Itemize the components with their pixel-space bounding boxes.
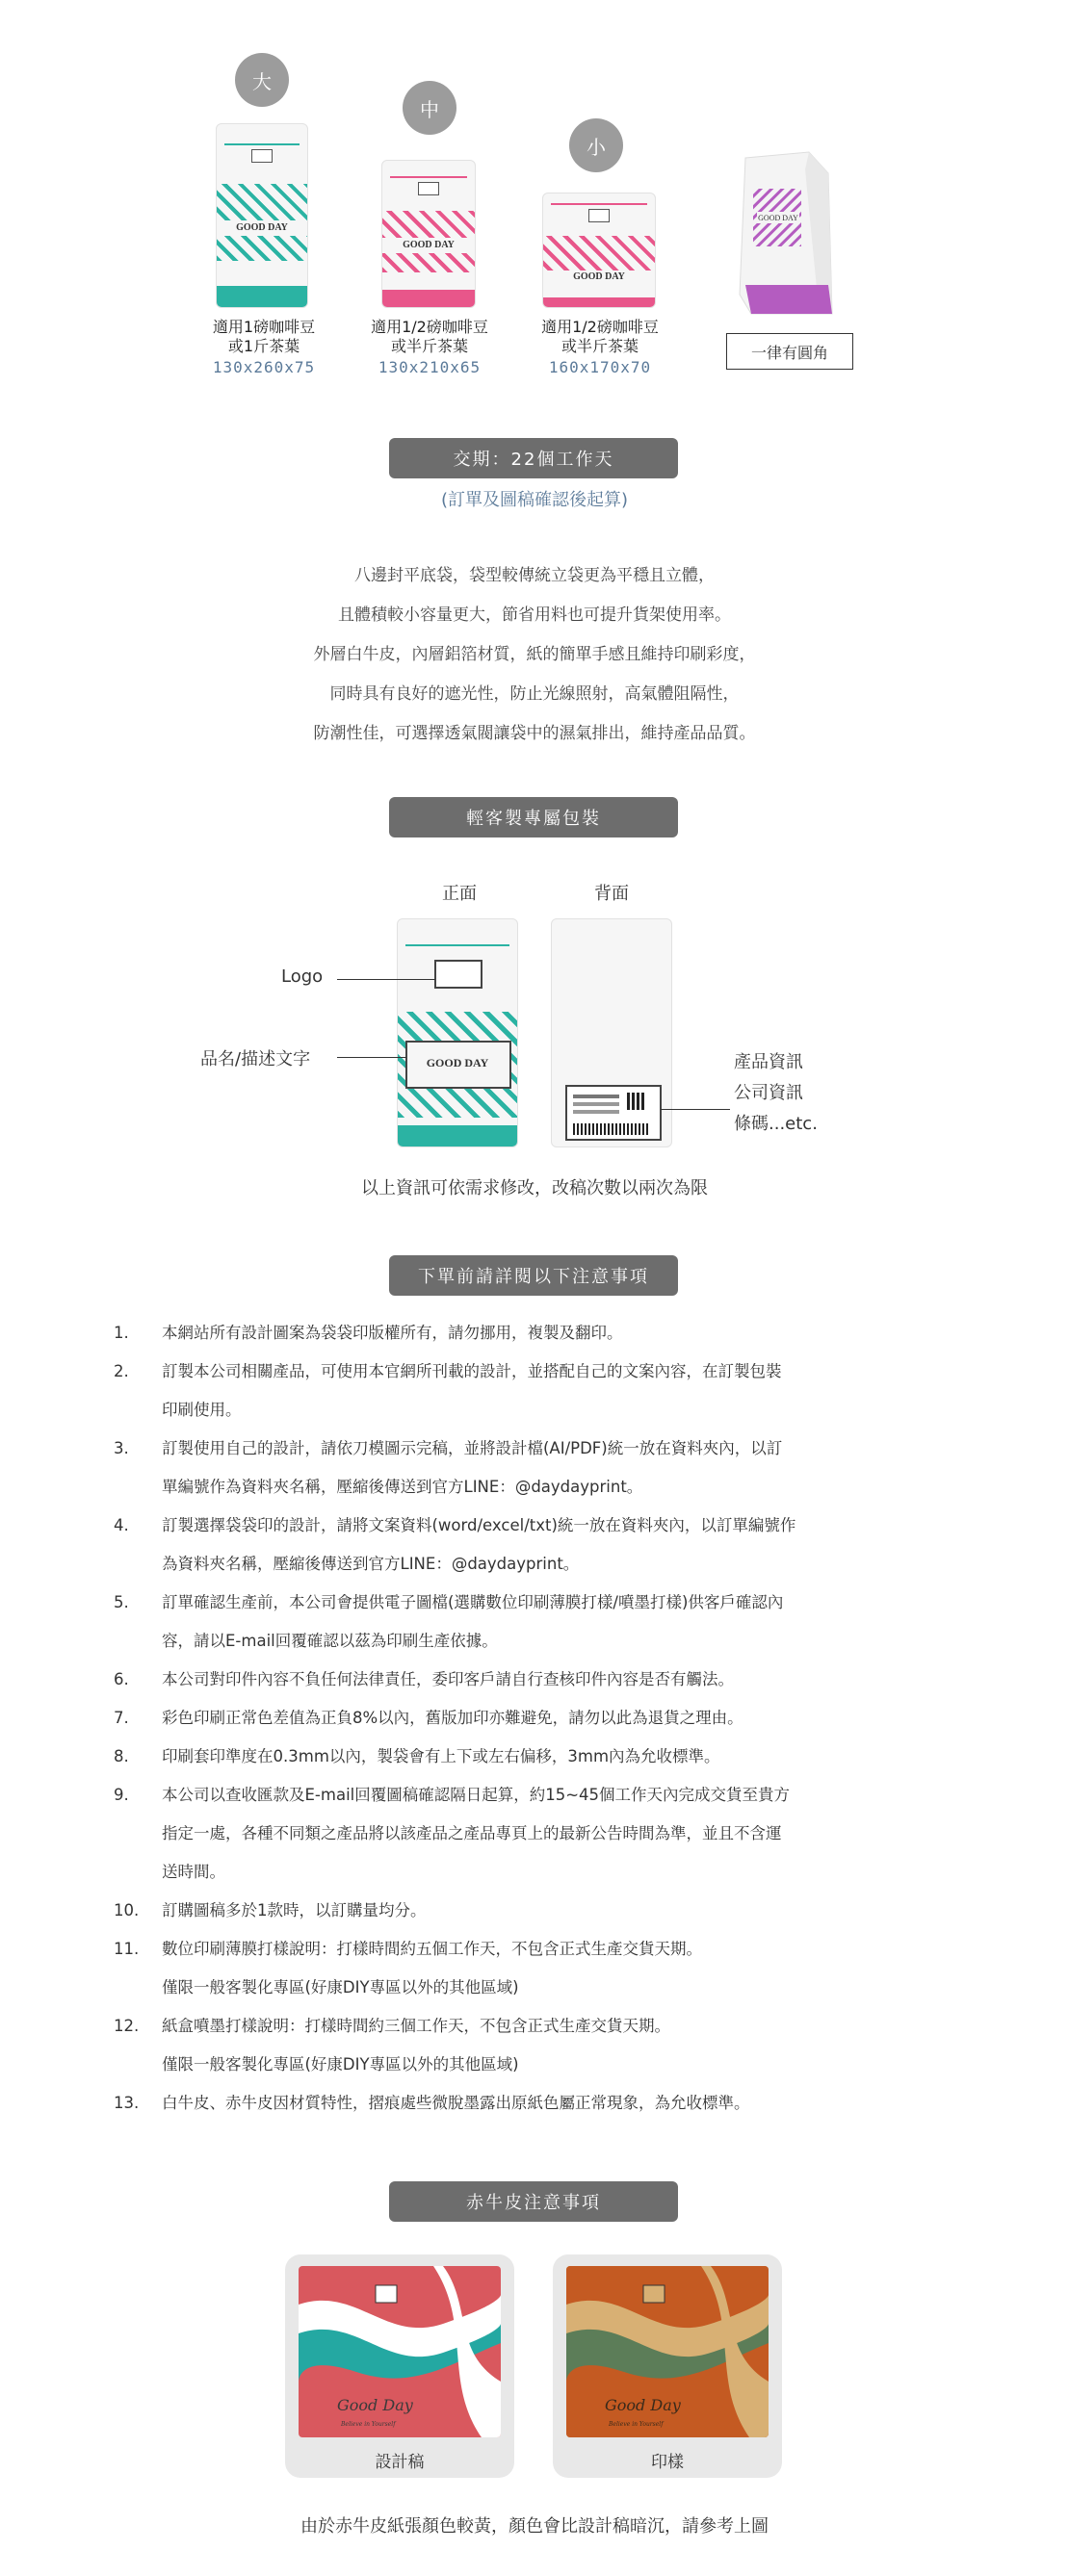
size-small-caption: 適用1/2磅咖啡豆 或半斤茶葉 160x170x70 — [541, 318, 659, 376]
design-sample-image — [299, 2266, 501, 2437]
small-bag-illustration: GOOD DAY — [542, 193, 656, 308]
size-medium-badge: 中 — [403, 81, 456, 135]
delivery-note: (訂單及圖稿確認後起算) — [440, 490, 629, 510]
notice-item-6: 6. 本公司對印件內容不負任何法律責任，委印客戶請自行查核印件內容是否有觸法。 — [114, 1670, 734, 1688]
front-bag-illustration: GOOD DAY — [397, 918, 518, 1147]
notice-list — [114, 1314, 961, 2123]
back-info-callout: 產品資訊 公司資訊 條碼...etc. — [734, 1052, 818, 1134]
design-sample-card — [285, 2254, 514, 2478]
size-medium-caption: 適用1/2磅咖啡豆 或半斤茶葉 130x210x65 — [371, 318, 488, 376]
notice-item-4: 4. 訂製選擇袋袋印的設計，請將文案資料(word/excel/txt)統一放在資料夾內，以訂單編號作 為資料夾名稱，壓縮後傳送到官方LINE：@daydayprint。 — [114, 1516, 796, 1573]
round-corner-bag-illustration — [732, 150, 846, 318]
notice-item-2: 2. 訂製本公司相關產品，可使用本官網所刊載的設計，並搭配自己的文案內容，在訂製包裝 印刷使用。 — [114, 1362, 782, 1419]
delivery-pill: 交期：22個工作天 — [389, 438, 678, 478]
print-label: 印樣 — [651, 2453, 684, 2472]
medium-bag-illustration: GOOD DAY — [381, 160, 476, 308]
product-description: 八邊封平底袋，袋型較傳統立袋更為平穩且立體， 且體積較小容量更大，節省用料也可提升貨架使用率。 外層白牛皮，內層鋁箔材質，紙的簡單手感且維持印刷彩度， 同時具有良好的遮光性，防止光線照射，高氣體阻隔性， 防潮性佳，可選擇透氣閥讓袋中的濕氣排出，維持產品品質。 — [313, 566, 756, 743]
notice-item-8: 8. 印刷套印準度在0.3mm以內，製袋會有上下或左右偏移，3mm內為允收標準。 — [114, 1747, 720, 1765]
notice-item-12: 12. 紙盒噴墨打樣說明：打樣時間約三個工作天，不包含正式生產交貨天期。 僅限一般客製化專區(好康DIY專區以外的其他區域) — [114, 2017, 670, 2074]
print-sample-image — [566, 2266, 769, 2437]
name-callout: 品名/描述文字 — [200, 1049, 311, 1069]
notice-item-7: 7. 彩色印刷正常色差值為正負8%以內，舊版加印亦難避免，請勿以此為退貨之理由。 — [114, 1709, 743, 1727]
svg-text:GOOD DAY: GOOD DAY — [758, 214, 798, 222]
size-small-badge: 小 — [569, 118, 623, 172]
notice-item-10: 10. 訂購圖稿多於1款時，以訂購量均分。 — [114, 1901, 427, 1919]
logo-callout: Logo — [281, 966, 324, 987]
design-card-sub: Believe in Yourself — [341, 2421, 396, 2428]
size-large-caption: 適用1磅咖啡豆 或1斤茶葉 130x260x75 — [212, 318, 316, 376]
notice-item-1: 1. 本網站所有設計圖案為袋袋印版權所有，請勿挪用，複製及翻印。 — [114, 1324, 623, 1342]
kraft-footnote: 由於赤牛皮紙張顏色較黃，顏色會比設計稿暗沉，請參考上圖 — [300, 2516, 769, 2537]
notice-item-11: 11. 數位印刷薄膜打樣說明：打樣時間約五個工作天，不包含正式生產交貨天期。 僅限一般客製化專區(好康DIY專區以外的其他區域) — [114, 1940, 702, 1996]
design-label: 設計稿 — [375, 2453, 425, 2472]
print-card-title: Good Day — [605, 2396, 681, 2414]
custom-section-title: 輕客製專屬包裝 — [389, 797, 678, 837]
kraft-title: 赤牛皮注意事項 — [389, 2181, 678, 2222]
notice-item-5: 5. 訂單確認生產前，本公司會提供電子圖檔(選購數位印刷薄膜打樣/噴墨打樣)供客戶確認內 容，請以E-mail回覆確認以茲為印刷生產依據。 — [114, 1593, 784, 1650]
design-card-title: Good Day — [337, 2396, 413, 2414]
notice-item-13: 13. 白牛皮、赤牛皮因材質特性，摺痕處些微脫墨露出原紙色屬正常現象，為允收標準。 — [114, 2094, 750, 2112]
notice-item-9: 9. 本公司以查收匯款及E-mail回覆圖稿確認隔日起算，約15~45個工作天內完成交貨至貴方 指定一處，各種不同類之產品將以該產品之產品專頁上的最新公告時間為準，並且不含運 送時間。 — [114, 1786, 791, 1881]
round-corner-tag: 一律有圓角 — [726, 333, 853, 370]
back-bag-illustration — [551, 918, 672, 1147]
size-large-badge: 大 — [235, 53, 289, 107]
notice-title: 下單前請詳閱以下注意事項 — [389, 1255, 678, 1296]
print-sample-card — [553, 2254, 782, 2478]
print-card-sub: Believe in Yourself — [609, 2421, 664, 2428]
large-bag-illustration: GOOD DAY — [216, 123, 308, 308]
back-label: 背面 — [594, 884, 629, 904]
front-label: 正面 — [442, 884, 477, 904]
custom-footnote: 以上資訊可依需求修改，改稿次數以兩次為限 — [361, 1178, 708, 1198]
notice-item-3: 3. 訂製使用自己的設計，請依刀模圖示完稿，並將設計檔(AI/PDF)統一放在資料夾內，以訂 單編號作為資料夾名稱，壓縮後傳送到官方LINE：@daydayprint。 — [114, 1439, 783, 1496]
